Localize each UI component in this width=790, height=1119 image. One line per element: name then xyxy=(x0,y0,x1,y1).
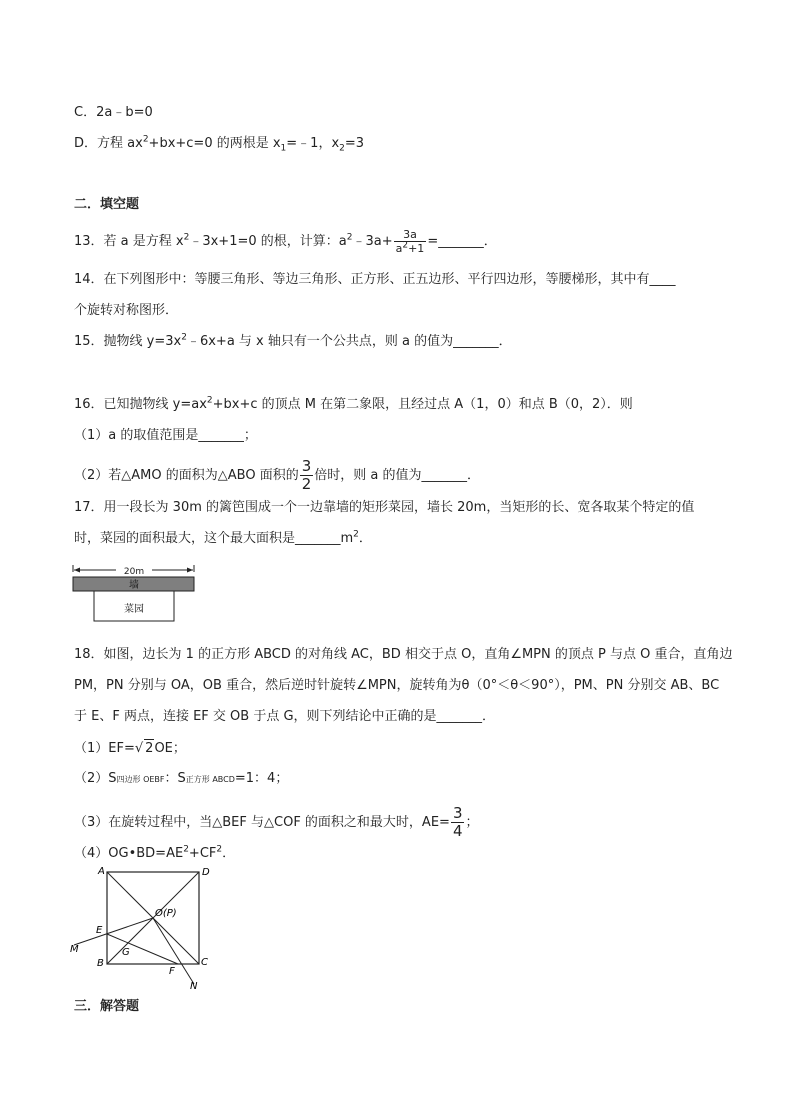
question-17-line2: 时，菜园的面积最大，这个最大面积是$\_\_\_\_\_\_\_m^2$． xyxy=(74,529,372,546)
option-c: C．2a﹣b=0 xyxy=(74,105,153,120)
section-answer-heading: 三．解答题 xyxy=(74,999,140,1014)
option-d: D．方程 $ax^2+bx+c=0$ 的两根是 $x_1=﹣1$，$x_2=3$ xyxy=(74,134,365,154)
question-15: 15．抛物线 $y=3x^2﹣6x+a$ 与 x 轴只有一个公共点，则 a 的值为_______． xyxy=(74,332,512,349)
question-13: 13．若 a 是方程 $x^2﹣3x+1=0$ 的根，计算：$a^2﹣3a+$ $\frac{3a}{a^2+1}$ =_______． xyxy=(74,228,497,255)
square-rotation-figure xyxy=(62,862,222,992)
ray-pm xyxy=(74,918,153,945)
label-m: M xyxy=(70,944,79,955)
label-e: E xyxy=(96,925,103,936)
question-18-line2: PM，PN 分别与 OA，OB 重合，然后逆时针旋转∠MPN，旋转角为θ（0°＜θ＜90°），PM、PN 分别交 AB、BC xyxy=(74,678,720,693)
question-16-part1: （1）a 的取值范围是_______； xyxy=(74,428,257,443)
label-f: F xyxy=(169,966,175,977)
question-14-line2: 个旋转对称图形． xyxy=(74,303,179,318)
label-c: C xyxy=(201,957,208,968)
segment-ef xyxy=(107,934,178,964)
fraction-3-over-2: $\frac{3}{2}$ xyxy=(301,457,312,493)
question-18-line3: 于 E、F 两点，连接 EF 交 OB 于点 G，则下列结论中正确的是_______． xyxy=(74,709,496,724)
garden-figure xyxy=(70,562,200,624)
label-b: B xyxy=(97,958,104,969)
question-18-stmt2: （2）S四边形 OEBF：S正方形 ABCD=1：4； xyxy=(74,771,289,786)
question-18-line1: 18．如图，边长为 1 的正方形 ABCD 的对角线 AC，BD 相交于点 O，直角∠MPN 的顶点 P 与点 O 重合，直角边 xyxy=(74,647,733,662)
label-o-p: O(P) xyxy=(155,908,177,919)
question-18-stmt1: （1）EF=√ 2OE； xyxy=(74,741,186,756)
label-g: G xyxy=(122,947,130,958)
garden-label: 菜园 xyxy=(124,604,144,615)
section-fill-in-heading: 二．填空题 xyxy=(74,197,140,212)
question-16-part2: （2）若△AMO 的面积为△ABO 面积的 $\frac{3}{2}$ 倍时，则 a 的值为_______． xyxy=(74,457,480,493)
question-14-line1: 14．在下列图形中：等腰三角形、等边三角形、正方形、正五边形、平行四边形，等腰梯形，其中有____ xyxy=(74,272,676,287)
label-d: D xyxy=(202,867,210,878)
question-18-stmt4: $(4)OG•BD=AE^2+CF^2$． xyxy=(74,844,236,861)
label-a: A xyxy=(98,866,105,877)
question-17-line1: 17．用一段长为 30m 的篱笆围成一个一边靠墙的矩形菜园，墙长 20m，当矩形的长、宽各取某个特定的值 xyxy=(74,500,695,515)
fraction-3-over-4: $\frac{3}{4}$ xyxy=(452,804,463,840)
question-16: 16．已知抛物线 $y=ax^2+bx+c$ 的顶点 M 在第二象限，且经过点 A（1，0）和点 B（0，2）．则 xyxy=(74,395,633,412)
question-18-stmt3: （3）在旋转过程中，当△BEF 与△COF 的面积之和最大时，AE= $\frac{3}{4}$ ； xyxy=(74,804,479,840)
fraction-3a-over-a2plus1: $\frac{3a}{a^2+1}$ xyxy=(395,228,425,255)
wall-label: 墙 xyxy=(129,580,139,591)
label-n: N xyxy=(190,981,198,992)
wall-length-label: 20m xyxy=(123,567,145,577)
